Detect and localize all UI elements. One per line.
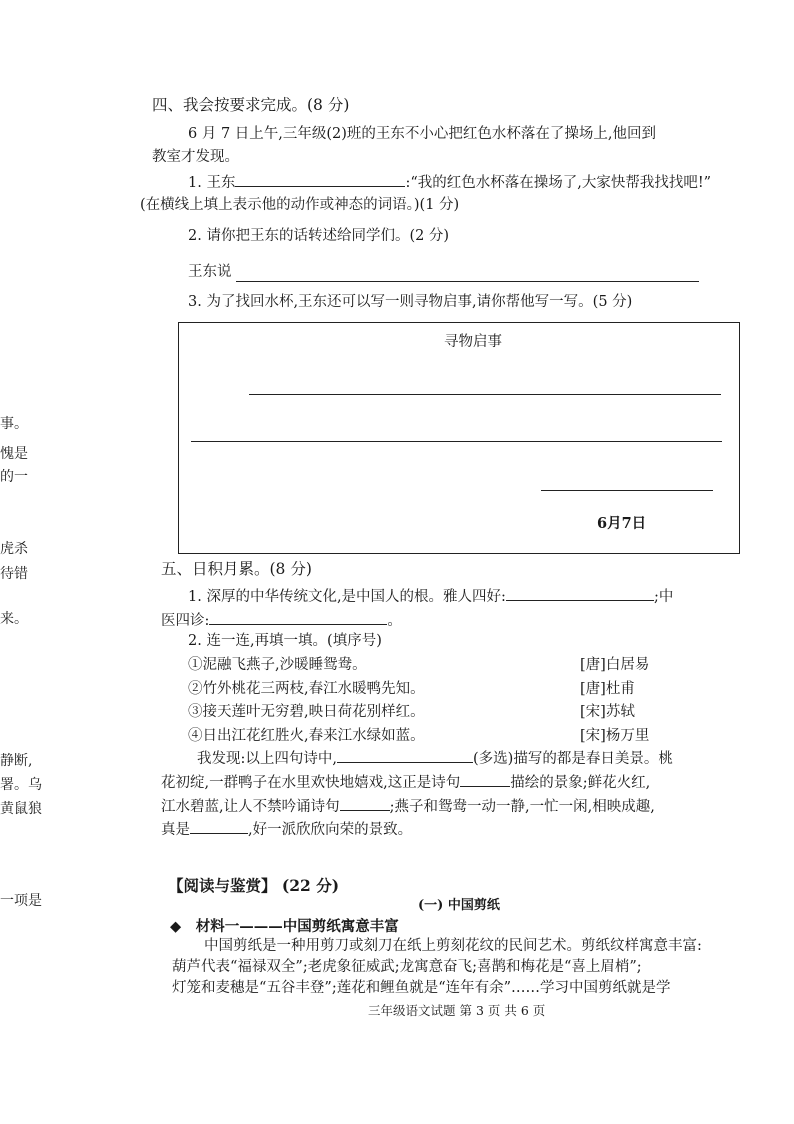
discover-text: ,好一派欣欣向荣的景致。 [248,822,413,838]
notice-box [178,322,740,554]
poem-number-blank[interactable] [460,772,510,787]
discover-text: 真是 [161,822,190,838]
four-diagnosis-blank[interactable] [209,610,387,625]
poem-number-blank[interactable] [190,819,248,834]
material-row [170,918,399,936]
s5-q1-line2-prefix: 医四诊: [161,613,210,629]
poem-line: ④日出江花红胜火,春来江水绿如蓝。 [188,728,425,744]
q2-prompt: 2. 请你把王东的话转述给同学们。(2 分) [188,228,450,244]
s5-q1-line2 [161,610,402,630]
s5-q1-line1 [188,586,673,606]
discover-line2 [161,772,650,792]
s5-q1-line2-suffix: 。 [387,613,402,629]
discover-text: 江水碧蓝,让人不禁吟诵诗句 [161,799,340,815]
page-footer: 三年级语文试题 第 3 页 共 6 页 [368,1003,546,1018]
section4-heading: 四、我会按要求完成。(8 分) [152,96,350,114]
left-fragment: 事。 [0,416,28,432]
material-para: 葫芦代表“福禄双全”;老虎象征威武;龙寓意奋飞;喜鹊和梅花是“喜上眉梢”; [172,959,642,975]
discover-suffix: (多选)描写的都是春日美景。桃 [473,751,673,767]
poem-author: [宋]苏轼 [580,704,635,720]
discover-blank[interactable] [337,748,473,763]
s5-q2-prompt: 2. 连一连,再填一填。(填序号) [188,633,382,649]
left-fragment: 来。 [0,611,28,627]
notice-title: 寻物启事 [444,334,502,350]
notice-line[interactable] [191,441,722,442]
q1-answer-blank[interactable] [235,172,405,187]
material-para: 灯笼和麦穗是“五谷丰登”;莲花和鲤鱼就是“连年有余”……学习中国剪纸就是学 [172,980,671,996]
left-fragment: 署。乌 [0,777,42,793]
four-hobbies-blank[interactable] [506,586,654,601]
q2-answer-prefix: 王东说 [188,264,232,280]
poem-author: [宋]杨万里 [580,728,650,744]
q1-suffix: :“我的红色水杯落在操场了,大家快帮我找找吧!” [405,175,712,191]
reading-heading: 【阅读与鉴赏】 (22 分) [168,876,340,895]
s5-q1-prefix: 1. 深厚的中华传统文化,是中国人的根。雅人四好: [188,589,506,605]
left-fragment: 黄鼠狼 [0,801,42,817]
q2-answer-line[interactable] [236,281,699,282]
notice-line[interactable] [249,394,721,395]
q2-answer-row [188,263,232,281]
s5-q1-sep: ;中 [653,589,674,605]
section4-intro-line2: 教室才发现。 [152,149,239,165]
discover-text: ;燕子和鸳鸯一动一静,一忙一闲,相映成趣, [389,799,655,815]
poem-author: [唐]杜甫 [580,681,635,697]
discover-text: 描绘的景象;鲜花火红, [510,775,651,791]
left-fragment: 待错 [0,566,28,582]
notice-signature-line[interactable] [541,490,713,491]
q1-row [188,172,711,192]
notice-date: 6月7日 [597,515,647,532]
left-fragment: 一项是 [0,893,42,909]
bullet-icon: ◆ [170,919,182,935]
q3-prompt: 3. 为了找回水杯,王东还可以写一则寻物启事,请你帮他写一写。(5 分) [188,294,633,310]
reading-subtitle: (一) 中国剪纸 [418,898,500,913]
discover-prefix: 我发现:以上四句诗中, [197,751,337,767]
section5-heading: 五、日积月累。(8 分) [161,560,312,578]
poem-line: ②竹外桃花三两枝,春江水暖鸭先知。 [188,681,425,697]
section4-intro-line1: 6 月 7 日上午,三年级(2)班的王东不小心把红色水杯落在了操场上,他回到 [188,126,657,142]
discover-line [197,748,673,768]
discover-line3 [161,796,655,816]
material-title: 材料一———中国剪纸寓意丰富 [195,918,399,935]
q1-note: (在横线上填上表示他的动作或神态的词语。)(1 分) [140,197,460,213]
left-fragment: 静断, [0,753,33,769]
material-para: 中国剪纸是一种用剪刀或刻刀在纸上剪刻花纹的民间艺术。剪纸纹样寓意丰富: [204,938,702,954]
discover-text: 花初绽,一群鸭子在水里欢快地嬉戏,这正是诗句 [161,775,461,791]
poem-author: [唐]白居易 [580,657,650,673]
discover-line4 [161,819,412,839]
poem-line: ①泥融飞燕子,沙暖睡鸳鸯。 [188,657,367,673]
q1-prefix: 1. 王东 [188,175,236,191]
poem-line: ③接天莲叶无穷碧,映日荷花别样红。 [188,704,425,720]
left-fragment: 愧是 [0,446,28,462]
left-fragment: 的一 [0,469,28,485]
left-fragment: 虎杀 [0,541,28,557]
poem-number-blank[interactable] [340,796,390,811]
